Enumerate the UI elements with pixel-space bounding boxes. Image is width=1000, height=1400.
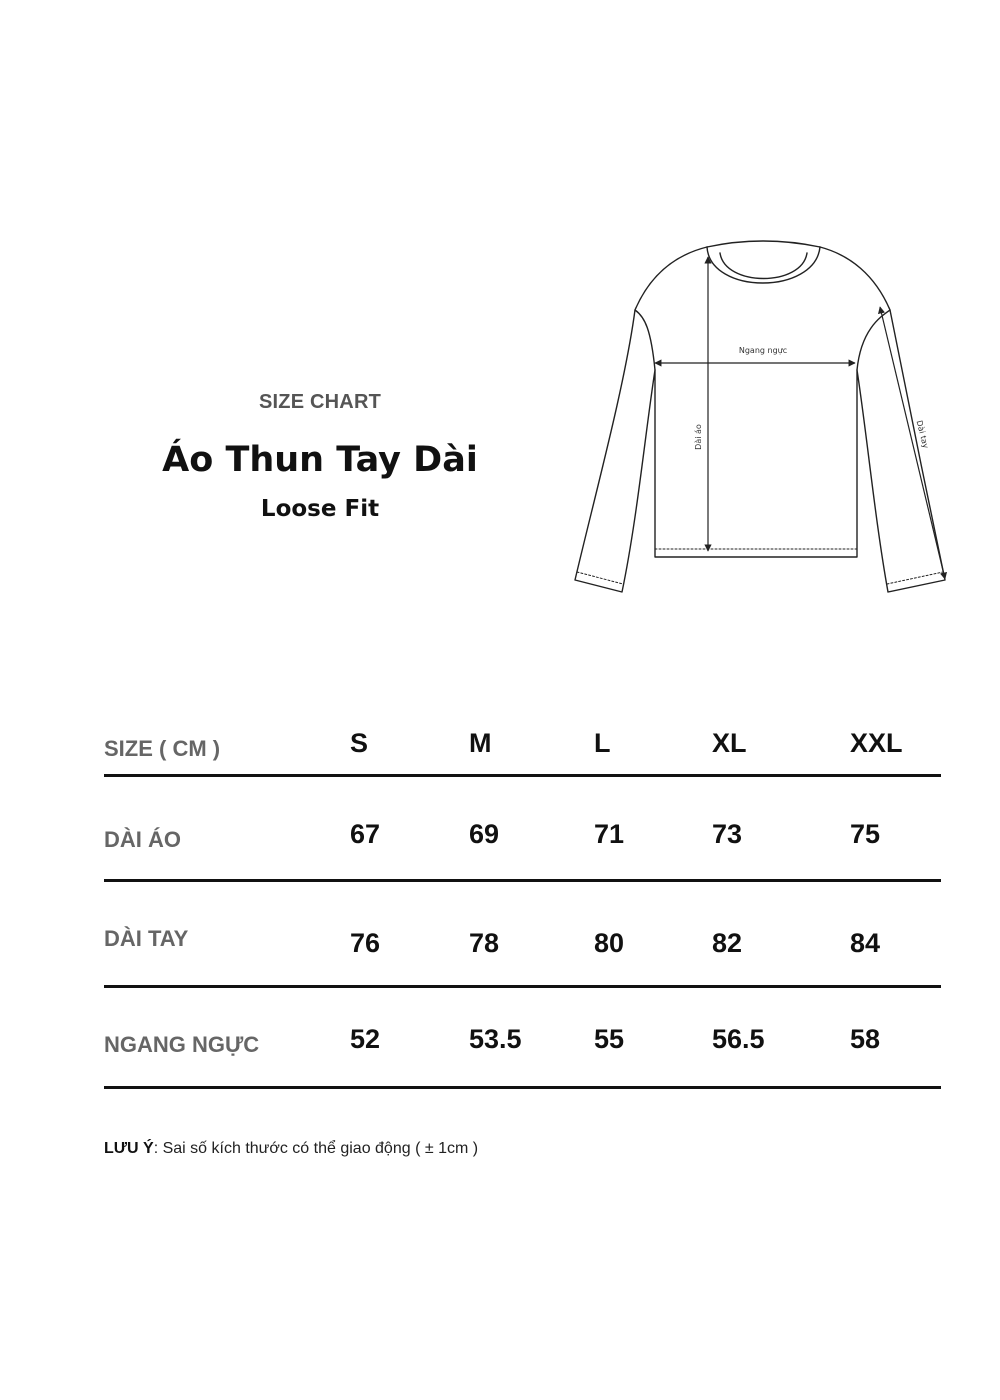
size-m-header: M <box>469 728 492 758</box>
table-row <box>104 988 941 1089</box>
table-cell: 71 <box>594 819 625 849</box>
note-text: : Sai số kích thước có thể giao động ( ± 1cm ) <box>153 1140 479 1157</box>
right-armhole <box>857 310 890 370</box>
collar-outer <box>707 241 820 247</box>
shirt-body <box>575 247 945 592</box>
size-header-label: SIZE ( CM ) <box>104 736 221 761</box>
table-cell: 80 <box>594 928 625 958</box>
table-cell: 56.5 <box>712 1024 765 1054</box>
table-cell: 67 <box>350 819 381 849</box>
table-cell: 55 <box>594 1024 625 1054</box>
header-block <box>120 388 520 524</box>
size-xl-header: XL <box>712 728 747 758</box>
table-cell: 73 <box>712 819 743 849</box>
shirt-outline-icon <box>565 235 960 605</box>
table-header-row <box>104 712 941 777</box>
size-s-header: S <box>350 728 369 758</box>
collar-line <box>707 247 820 283</box>
row-label: DÀI TAY <box>104 926 189 951</box>
sleeve-label: Dài tay <box>914 419 931 450</box>
table-cell: 84 <box>850 928 881 958</box>
shirt-diagram <box>565 235 960 605</box>
table-row <box>104 882 941 988</box>
row-label: NGANG NGỰC <box>104 1032 260 1057</box>
table-cell: 69 <box>469 819 500 849</box>
collar-inner <box>720 253 807 279</box>
size-chart-eyebrow: SIZE CHART <box>259 391 381 413</box>
fit-subtitle: Loose Fit <box>260 496 380 522</box>
table-cell: 58 <box>850 1024 881 1054</box>
table-cell: 52 <box>350 1024 381 1054</box>
table-cell: 75 <box>850 819 881 849</box>
size-l-header: L <box>594 728 611 758</box>
row-label: DÀI ÁO <box>104 827 181 852</box>
size-xxl-header: XXL <box>850 728 903 758</box>
sleeve-arrow <box>880 307 945 579</box>
product-title: Áo Thun Tay Dài <box>162 440 478 480</box>
size-table <box>104 712 941 1089</box>
table-cell: 76 <box>350 928 381 958</box>
table-cell: 53.5 <box>469 1024 522 1054</box>
left-armhole <box>635 310 655 370</box>
table-cell: 78 <box>469 928 500 958</box>
table-cell: 82 <box>712 928 743 958</box>
note <box>104 1140 478 1158</box>
chest-label: Ngang ngực <box>738 346 788 355</box>
length-label: Dài áo <box>694 424 703 450</box>
table-row <box>104 777 941 882</box>
note-label: LƯU Ý <box>104 1140 154 1157</box>
